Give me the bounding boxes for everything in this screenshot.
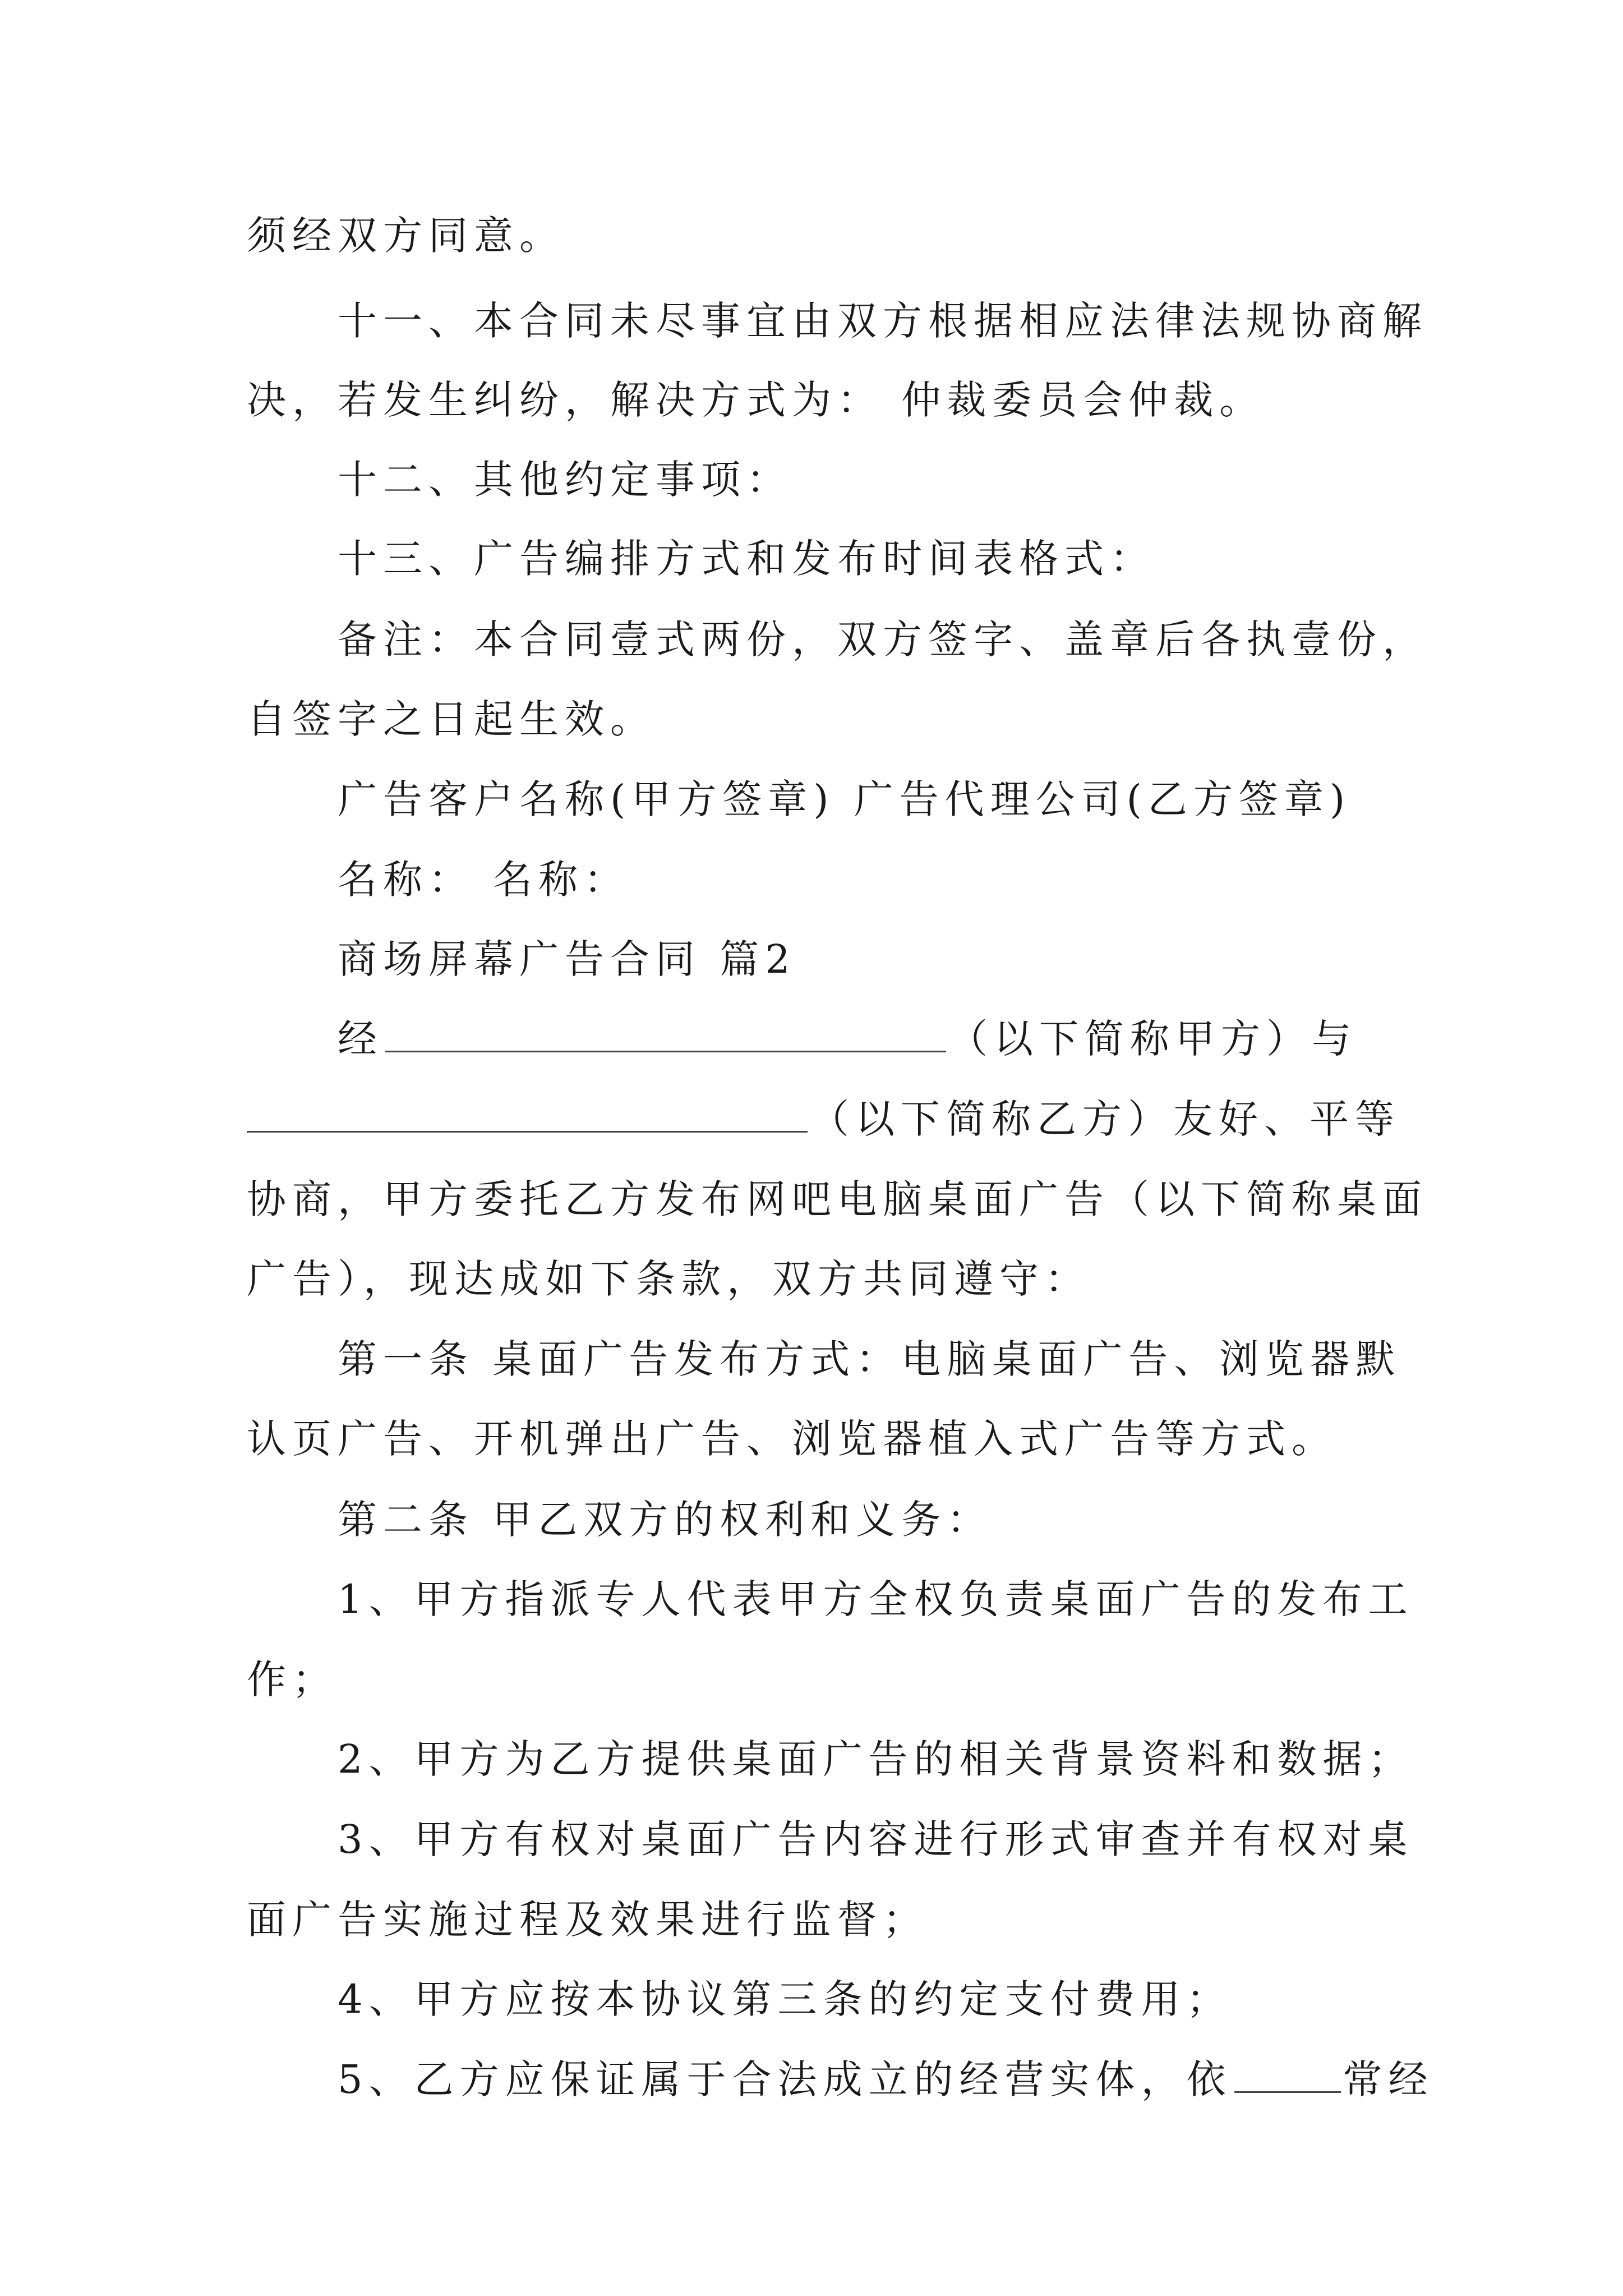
item-five-prefix: 5、乙方应保证属于合法成立的经营实体，依 — [338, 2056, 1232, 2102]
party-a-blank — [385, 1016, 946, 1052]
clause-twelve: 十二、其他约定事项： — [338, 457, 792, 503]
intro-line-4: 广告），现达成如下条款，双方共同遵守： — [247, 1256, 1090, 1302]
clause-thirteen: 十三、广告编排方式和发布时间表格式： — [338, 536, 1155, 582]
party-b-blank — [247, 1096, 808, 1133]
item-three-line-1: 3、甲方有权对桌面广告内容进行形式审查并有权对桌 — [338, 1816, 1414, 1862]
intro-line-1 — [338, 1011, 1392, 1067]
article-one-line-2: 认页广告、开机弹出广告、浏览器植入式广告等方式。 — [247, 1416, 1337, 1462]
item-three-line-2: 面广告实施过程及效果进行监督； — [247, 1897, 928, 1943]
item-two: 2、甲方为乙方提供桌面广告的相关背景资料和数据； — [338, 1736, 1414, 1782]
item-four: 4、甲方应按本协议第三条的约定支付费用； — [338, 1976, 1232, 2022]
remark-line-2: 自签字之日起生效。 — [247, 696, 656, 742]
party-a-signature-label: 广告客户名称(甲方签章) — [338, 776, 835, 822]
item-five-line-1 — [338, 2051, 1434, 2108]
intro-party-a-note: （以下简称甲方）与 — [948, 1016, 1357, 1062]
item-five-suffix: 常经 — [1343, 2056, 1434, 2102]
remark-line-1: 备注：本合同壹式两份，双方签字、盖章后各执壹份， — [338, 616, 1428, 662]
party-b-signature-label: 广告代理公司(乙方签章) — [854, 776, 1352, 822]
name-line — [338, 852, 1392, 908]
item-one-line-2: 作； — [247, 1657, 338, 1703]
intro-party-b-note: （以下简称乙方）友好、平等 — [810, 1096, 1400, 1142]
intro-line-2 — [247, 1091, 1400, 1147]
intro-prefix: 经 — [338, 1016, 383, 1062]
intro-line-3: 协商，甲方委托乙方发布网吧电脑桌面广告（以下简称桌面 — [247, 1176, 1428, 1222]
item-five-blank — [1234, 2056, 1341, 2093]
clause-eleven-line-2: 决，若发生纠纷，解决方式为： 仲裁委员会仲裁。 — [247, 377, 1265, 423]
article-one-line-1: 第一条 桌面广告发布方式：电脑桌面广告、浏览器默 — [338, 1336, 1401, 1382]
item-one-line-1: 1、甲方指派专人代表甲方全权负责桌面广告的发布工 — [338, 1576, 1414, 1622]
article-two: 第二条 甲乙双方的权利和义务： — [338, 1497, 993, 1543]
clause-eleven-line-1: 十一、本合同未尽事宜由双方根据相应法律法规协商解 — [338, 298, 1428, 344]
paragraph-continuation: 须经双方同意。 — [247, 213, 565, 259]
section-heading: 商场屏幕广告合同 篇2 — [338, 936, 796, 982]
signature-line — [338, 771, 1392, 827]
party-b-name-label: 名称： — [493, 857, 629, 903]
party-a-name-label: 名称： — [338, 857, 474, 903]
